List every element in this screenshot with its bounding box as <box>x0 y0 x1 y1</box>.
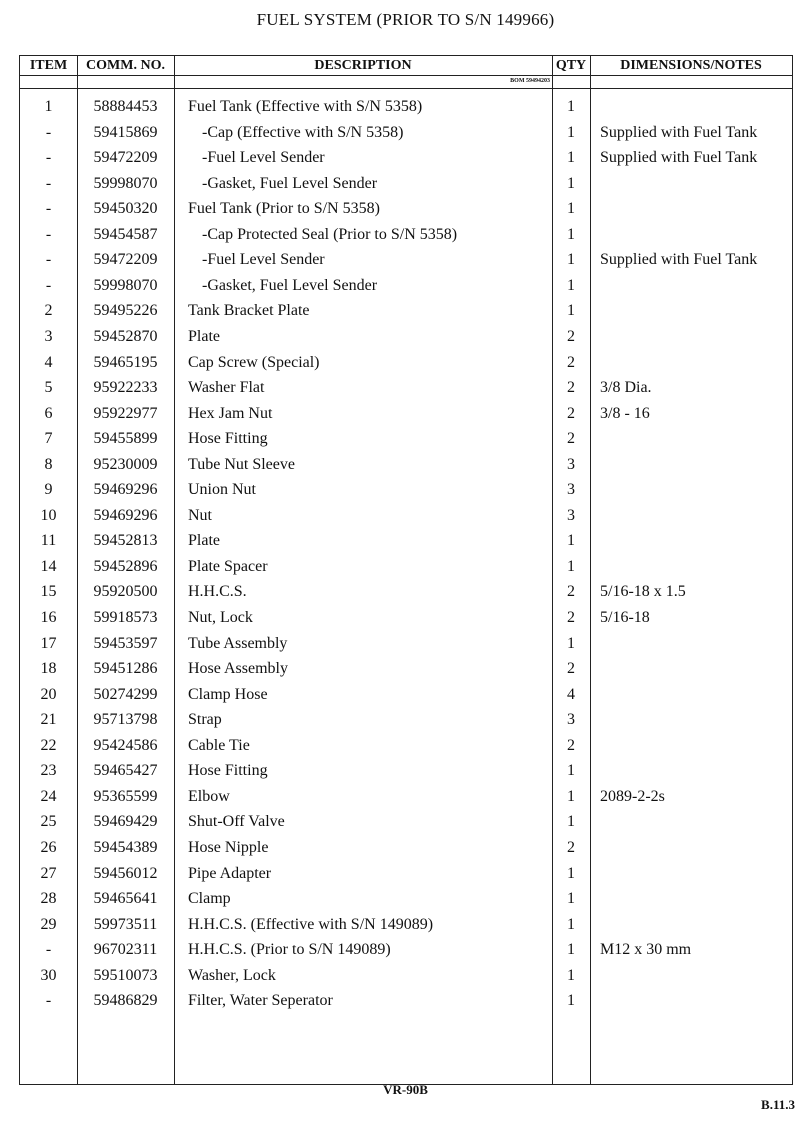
item-cell: 26 <box>40 838 57 856</box>
item-cell: - <box>45 225 52 243</box>
qty-cell: 1 <box>567 634 575 652</box>
item-cell: - <box>45 276 52 294</box>
notes-cell: Supplied with Fuel Tank <box>600 251 758 269</box>
header-dimensions-notes: DIMENSIONS/NOTES <box>620 58 762 73</box>
comm-no-cell: 59465427 <box>93 762 158 780</box>
qty-cell: 1 <box>567 251 575 269</box>
description-cell: Tank Bracket Plate <box>188 302 310 320</box>
qty-cell: 1 <box>567 225 575 243</box>
table-row <box>20 733 792 758</box>
table-row <box>20 350 792 375</box>
item-cell: 2 <box>44 302 53 320</box>
comm-no-cell: 95424586 <box>93 736 158 754</box>
comm-no-cell: 59452896 <box>93 557 158 575</box>
item-cell: 16 <box>40 609 57 626</box>
table-row <box>20 809 792 834</box>
description-cell: Tube Assembly <box>188 634 288 652</box>
qty-cell: 3 <box>567 481 575 499</box>
table-row <box>20 145 792 170</box>
qty-cell: 3 <box>567 711 575 729</box>
comm-no-cell: 50274299 <box>93 685 158 703</box>
comm-no-cell: 59918573 <box>93 609 158 626</box>
description-cell: Clamp Hose <box>188 685 268 703</box>
comm-no-cell: 59452813 <box>93 532 158 550</box>
table-row <box>20 963 792 988</box>
item-cell: 5 <box>44 379 53 397</box>
qty-cell: 1 <box>567 787 575 805</box>
qty-cell: 1 <box>567 123 575 141</box>
comm-no-cell: 59998070 <box>93 174 158 192</box>
qty-cell: 1 <box>567 302 575 320</box>
qty-cell: 2 <box>567 660 575 678</box>
notes-cell: 3/8 - 16 <box>600 404 650 422</box>
table-row <box>20 426 792 451</box>
description-cell: Fuel Tank (Effective with S/N 5358) <box>188 98 423 115</box>
table-row <box>20 758 792 783</box>
footer-model: VR-90B <box>383 1082 428 1097</box>
qty-cell: 1 <box>567 276 575 294</box>
comm-no-cell: 59454389 <box>93 838 158 856</box>
qty-cell: 2 <box>567 404 575 422</box>
qty-cell: 2 <box>567 838 575 856</box>
item-cell: - <box>45 941 52 959</box>
qty-cell: 1 <box>567 200 575 218</box>
comm-no-cell: 59452870 <box>93 327 158 345</box>
description-cell: Nut <box>188 506 212 524</box>
table-row <box>20 605 792 630</box>
table-row <box>20 579 792 604</box>
item-cell: 6 <box>44 404 53 422</box>
qty-cell: 1 <box>567 149 575 167</box>
table-row <box>20 503 792 528</box>
item-cell: 23 <box>40 762 57 780</box>
comm-no-cell: 96702311 <box>93 941 158 959</box>
table-row <box>20 222 792 247</box>
page-title: FUEL SYSTEM (PRIOR TO S/N 149966) <box>256 10 555 29</box>
comm-no-cell: 59469296 <box>93 481 158 499</box>
qty-cell: 1 <box>567 915 575 933</box>
item-cell: 22 <box>40 736 57 754</box>
comm-no-cell: 95230009 <box>93 455 158 473</box>
comm-no-cell: 59450320 <box>93 200 158 218</box>
description-cell: H.H.C.S. <box>188 583 247 601</box>
header-qty: QTY <box>555 58 587 73</box>
parts-table <box>19 55 793 1085</box>
table-row <box>20 988 792 1013</box>
comm-no-cell: 59495226 <box>93 302 158 320</box>
item-cell: 17 <box>40 634 57 652</box>
table-row <box>20 937 792 962</box>
item-cell: 27 <box>40 864 57 882</box>
qty-cell: 2 <box>567 353 575 371</box>
item-cell: 8 <box>44 455 53 473</box>
table-row <box>20 912 792 937</box>
item-cell: - <box>45 123 52 141</box>
qty-cell: 1 <box>567 864 575 882</box>
description-cell: -Cap (Effective with S/N 5358) <box>202 123 404 141</box>
comm-no-cell: 59465641 <box>93 890 158 908</box>
item-cell: 10 <box>40 506 57 524</box>
comm-no-cell: 59510073 <box>93 966 158 984</box>
description-cell: Cap Screw (Special) <box>188 353 320 371</box>
comm-no-cell: 59455899 <box>93 430 158 448</box>
item-cell: 11 <box>40 532 57 550</box>
table-row <box>20 656 792 681</box>
description-cell: Hex Jam Nut <box>188 404 273 422</box>
qty-cell: 2 <box>567 379 575 397</box>
table-row <box>20 631 792 656</box>
table-row <box>20 554 792 579</box>
table-row <box>20 707 792 732</box>
qty-cell: 3 <box>567 506 575 524</box>
header-item: ITEM <box>29 58 68 73</box>
item-cell: - <box>45 174 52 192</box>
item-cell: - <box>45 251 52 269</box>
description-cell: Cable Tie <box>188 736 250 754</box>
description-cell: Fuel Tank (Prior to S/N 5358) <box>188 200 380 218</box>
description-cell: Hose Fitting <box>188 430 268 448</box>
table-row <box>20 452 792 477</box>
table-row <box>20 861 792 886</box>
table-row <box>20 94 792 119</box>
description-cell: -Gasket, Fuel Level Sender <box>202 174 378 192</box>
notes-cell: 2089-2-2s <box>600 787 665 805</box>
item-cell: 30 <box>40 966 57 984</box>
item-cell: 4 <box>44 353 53 371</box>
description-cell: Union Nut <box>188 481 256 499</box>
qty-cell: 4 <box>567 685 575 703</box>
item-cell: 15 <box>40 583 57 601</box>
comm-no-cell: 58884453 <box>93 98 158 115</box>
qty-cell: 1 <box>567 98 575 115</box>
comm-no-cell: 59456012 <box>93 864 158 882</box>
comm-no-cell: 95922977 <box>93 404 158 422</box>
table-row <box>20 886 792 911</box>
qty-cell: 2 <box>567 430 575 448</box>
table-row <box>20 401 792 426</box>
table-row <box>20 375 792 400</box>
qty-cell: 1 <box>567 557 575 575</box>
comm-no-cell: 59998070 <box>93 276 158 294</box>
comm-no-cell: 59465195 <box>93 353 158 371</box>
description-cell: Hose Assembly <box>188 660 288 678</box>
item-cell: 14 <box>40 557 57 575</box>
table-row <box>20 171 792 196</box>
description-cell: Nut, Lock <box>188 609 253 626</box>
header-description: DESCRIPTION <box>314 58 412 73</box>
item-cell: 29 <box>40 915 57 933</box>
description-cell: -Cap Protected Seal (Prior to S/N 5358) <box>202 225 458 243</box>
item-cell: 21 <box>40 711 57 729</box>
item-cell: 24 <box>40 787 57 805</box>
table-row <box>20 835 792 860</box>
table-row <box>20 528 792 553</box>
qty-cell: 1 <box>567 992 575 1010</box>
notes-cell: M12 x 30 mm <box>600 941 692 959</box>
description-cell: H.H.C.S. (Prior to S/N 149089) <box>188 941 391 959</box>
notes-cell: Supplied with Fuel Tank <box>600 123 758 141</box>
qty-cell: 2 <box>567 609 575 626</box>
description-cell: Plate Spacer <box>188 557 268 575</box>
qty-cell: 1 <box>567 966 575 984</box>
table-row <box>20 273 792 298</box>
item-cell: 20 <box>40 685 57 703</box>
qty-cell: 1 <box>567 813 575 831</box>
comm-no-cell: 95713798 <box>93 711 158 729</box>
item-cell: - <box>45 992 52 1010</box>
description-cell: -Gasket, Fuel Level Sender <box>202 276 378 294</box>
comm-no-cell: 95920500 <box>93 583 158 601</box>
qty-cell: 1 <box>567 174 575 192</box>
table-row <box>20 298 792 323</box>
comm-no-cell: 59469296 <box>93 506 158 524</box>
notes-cell: Supplied with Fuel Tank <box>600 149 758 167</box>
bom-number: BOM 59494203 <box>510 78 550 84</box>
item-cell: 28 <box>40 890 57 908</box>
description-cell: H.H.C.S. (Effective with S/N 149089) <box>188 915 434 933</box>
description-cell: Pipe Adapter <box>188 864 272 882</box>
description-cell: -Fuel Level Sender <box>202 251 325 269</box>
item-cell: - <box>45 200 52 218</box>
comm-no-cell: 59451286 <box>93 660 158 678</box>
item-cell: 25 <box>40 813 57 831</box>
qty-cell: 2 <box>567 736 575 754</box>
item-cell: 3 <box>44 327 53 345</box>
notes-cell: 5/16-18 x 1.5 <box>600 583 686 601</box>
description-cell: -Fuel Level Sender <box>202 149 325 167</box>
header-divider <box>20 75 792 76</box>
comm-no-cell: 59472209 <box>93 149 158 167</box>
description-cell: Strap <box>188 711 222 729</box>
comm-no-cell: 59472209 <box>93 251 158 269</box>
item-cell: 7 <box>44 430 53 448</box>
description-cell: Filter, Water Seperator <box>188 992 333 1010</box>
item-cell: 9 <box>44 481 53 499</box>
table-row <box>20 784 792 809</box>
comm-no-cell: 95922233 <box>93 379 158 397</box>
qty-cell: 1 <box>567 941 575 959</box>
comm-no-cell: 59486829 <box>93 992 158 1010</box>
notes-cell: 5/16-18 <box>600 609 650 626</box>
table-row <box>20 247 792 272</box>
comm-no-cell: 59415869 <box>93 123 158 141</box>
description-cell: Plate <box>188 532 220 550</box>
header-divider <box>20 88 792 89</box>
comm-no-cell: 59454587 <box>93 225 158 243</box>
description-cell: Elbow <box>188 787 230 805</box>
qty-cell: 2 <box>567 327 575 345</box>
item-cell: 1 <box>44 98 53 115</box>
comm-no-cell: 59973511 <box>93 915 158 933</box>
qty-cell: 1 <box>567 762 575 780</box>
qty-cell: 2 <box>567 583 575 601</box>
description-cell: Hose Fitting <box>188 762 268 780</box>
footer-page-number: B.11.3 <box>761 1097 795 1112</box>
qty-cell: 1 <box>567 890 575 908</box>
description-cell: Washer Flat <box>188 379 265 397</box>
header-comm-no: COMM. NO. <box>86 58 165 73</box>
table-row <box>20 196 792 221</box>
qty-cell: 1 <box>567 532 575 550</box>
comm-no-cell: 59453597 <box>93 634 158 652</box>
table-row <box>20 120 792 145</box>
notes-cell: 3/8 Dia. <box>600 379 652 397</box>
description-cell: Clamp <box>188 890 231 908</box>
table-row <box>20 477 792 502</box>
comm-no-cell: 95365599 <box>93 787 158 805</box>
table-row <box>20 324 792 349</box>
description-cell: Plate <box>188 327 220 345</box>
comm-no-cell: 59469429 <box>93 813 158 831</box>
description-cell: Tube Nut Sleeve <box>188 455 295 473</box>
item-cell: - <box>45 149 52 167</box>
table-row <box>20 682 792 707</box>
qty-cell: 3 <box>567 455 575 473</box>
description-cell: Shut-Off Valve <box>188 813 285 831</box>
item-cell: 18 <box>40 660 57 678</box>
description-cell: Washer, Lock <box>188 966 276 984</box>
description-cell: Hose Nipple <box>188 838 269 856</box>
